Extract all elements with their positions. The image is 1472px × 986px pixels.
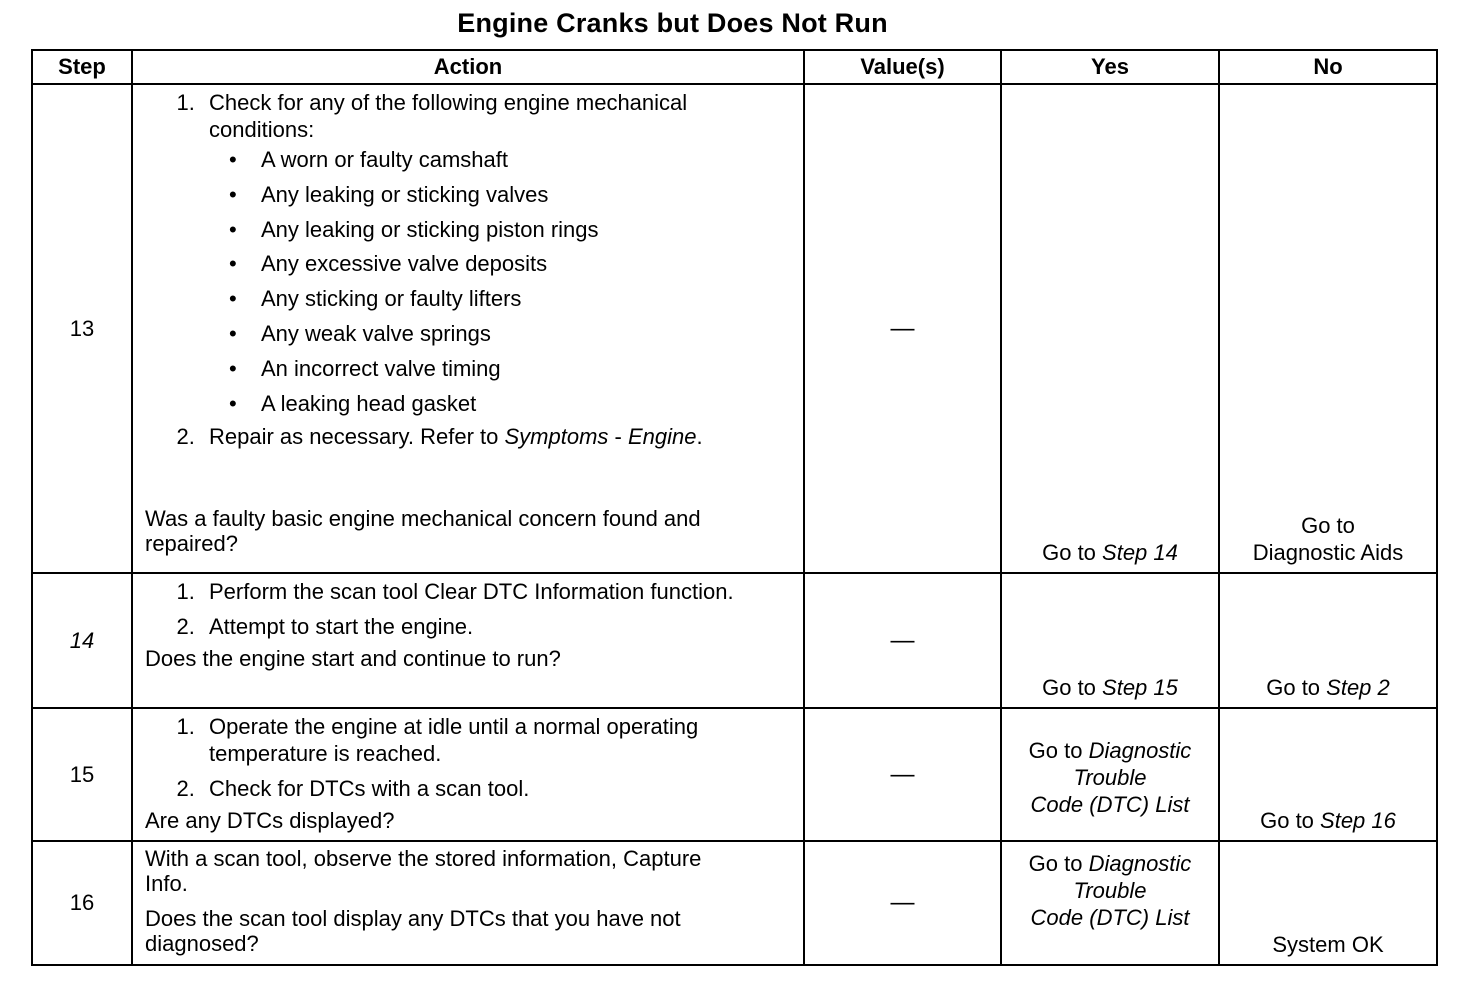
header-step: Step [32, 50, 132, 84]
step-link: Step 14 [1102, 540, 1178, 565]
yes-cell: Go to Step 15 [1001, 573, 1219, 708]
step-number: 16 [32, 841, 132, 965]
action-cell [132, 708, 804, 841]
action-steps [145, 713, 793, 802]
action-item: 1. Operate the engine at idle until a normal operating temperature is reached. [201, 713, 793, 767]
bullet-item: • Any leaking or sticking piston rings [253, 213, 793, 248]
value-cell: — [804, 841, 1001, 965]
bullet-list [209, 143, 793, 421]
bullet-item: • A worn or faulty camshaft [253, 143, 793, 178]
action-question: Was a faulty basic engine mechanical concern found and repaired? [145, 506, 701, 557]
no-cell: Go to Step 2 [1219, 573, 1437, 708]
step-link: Step 15 [1102, 675, 1178, 700]
value-cell: — [804, 708, 1001, 841]
bullet-item: • Any weak valve springs [253, 317, 793, 352]
no-cell: Go to Diagnostic Aids [1219, 84, 1437, 573]
table-row-step-13 [32, 84, 1437, 573]
action-line: With a scan tool, observe the stored information, Capture Info. [145, 846, 702, 896]
bullet-item: • Any leaking or sticking valves [253, 178, 793, 213]
value-cell: — [804, 84, 1001, 573]
table-header-row [32, 50, 1437, 84]
value-cell: — [804, 573, 1001, 708]
step-number: 13 [32, 84, 132, 573]
step-link: Step 2 [1326, 675, 1390, 700]
page-title: Engine Cranks but Does Not Run [457, 8, 888, 38]
action-steps [145, 89, 793, 450]
header-no: No [1219, 50, 1437, 84]
header-yes: Yes [1001, 50, 1219, 84]
no-cell: Go to Step 16 [1219, 708, 1437, 841]
action-item: 2. Attempt to start the engine. [201, 613, 793, 640]
header-values: Value(s) [804, 50, 1001, 84]
action-cell [132, 841, 804, 965]
diagnostic-table [31, 49, 1438, 966]
action-cell [132, 573, 804, 708]
header-action: Action [132, 50, 804, 84]
step-number: 14 [32, 573, 132, 708]
table-row-step-14 [32, 573, 1437, 708]
yes-cell: Go to Diagnostic Trouble Code (DTC) List [1001, 841, 1219, 965]
action-item: 2. Check for DTCs with a scan tool. [201, 775, 793, 802]
table-row-step-16 [32, 841, 1437, 965]
action-question: Are any DTCs displayed? [145, 808, 395, 833]
action-question: Does the scan tool display any DTCs that you have not diagnosed? [145, 906, 681, 956]
action-steps [145, 578, 793, 640]
action-item: 2. Repair as necessary. Refer to Symptoms - Engine. [201, 423, 793, 450]
bullet-item: • An incorrect valve timing [253, 352, 793, 387]
yes-cell: Go to Step 14 [1001, 84, 1219, 573]
action-item: 1. Check for any of the following engine mechanical conditions: • A worn or faulty camshaft • Any leaking or sticking valves • Any leaking or sticking piston rings • Any excessive valve deposits • Any sticking or faulty lifters • Any weak valve springs • An incorrect valve timing • A leaking head gasket [201, 89, 793, 421]
step-link: Step 16 [1320, 808, 1396, 833]
action-question: Does the engine start and continue to run? [145, 646, 561, 671]
step-number: 15 [32, 708, 132, 841]
bullet-item: • Any excessive valve deposits [253, 247, 793, 282]
no-cell: System OK [1219, 841, 1437, 965]
action-cell [132, 84, 804, 573]
bullet-item: • Any sticking or faulty lifters [253, 282, 793, 317]
bullet-item: • A leaking head gasket [253, 387, 793, 422]
action-item: 1. Perform the scan tool Clear DTC Information function. [201, 578, 793, 605]
yes-cell: Go to Diagnostic Trouble Code (DTC) List [1001, 708, 1219, 841]
table-row-step-15 [32, 708, 1437, 841]
